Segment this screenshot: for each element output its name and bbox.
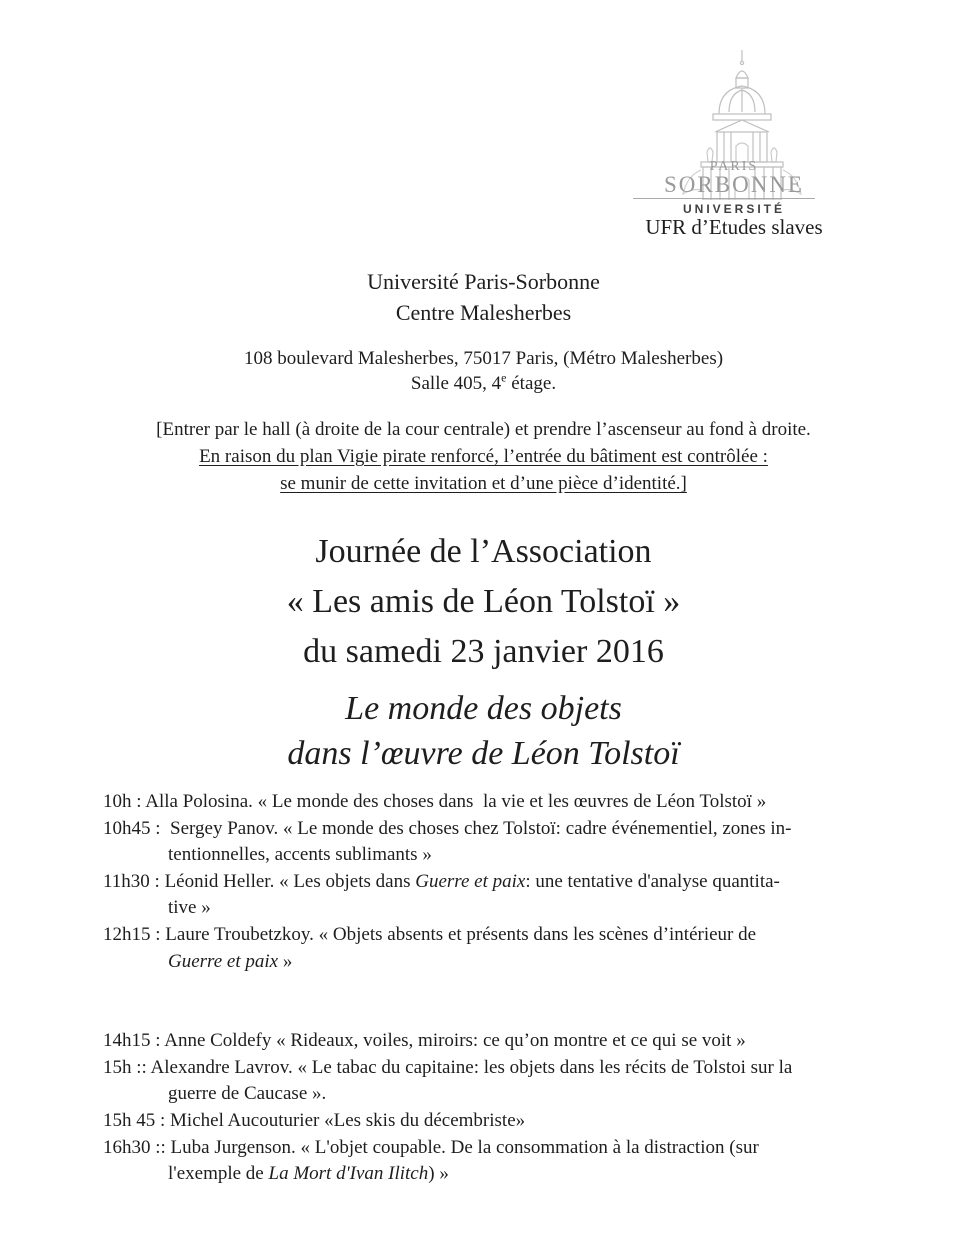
program-text: 16h30 :: Luba Jurgenson. « L'objet coupable. De la consommation à la distraction (sur xyxy=(103,1136,759,1158)
program-item xyxy=(103,1028,893,1055)
program-line xyxy=(103,1055,893,1082)
program-item xyxy=(103,816,893,869)
program xyxy=(103,789,893,1188)
program-line xyxy=(103,1028,893,1055)
event-title-line-2: « Les amis de Léon Tolstoï » xyxy=(286,583,681,620)
venue-address xyxy=(0,346,967,396)
event-title-line-3: du samedi 23 janvier 2016 xyxy=(303,633,664,670)
address-street: 108 boulevard Malesherbes, 75017 Paris, (Métro Malesherbes) xyxy=(243,348,724,369)
venue-centre: Centre Malesherbes xyxy=(395,300,572,325)
program-line xyxy=(103,895,893,922)
program-session-afternoon xyxy=(103,1028,893,1188)
address-room xyxy=(0,371,967,396)
program-text: 12h15 : Laure Troubetzkoy. « Objets absents et présents dans les scènes d’intérieur de xyxy=(103,923,757,945)
event-theme xyxy=(0,686,967,776)
event-theme-line-1: Le monde des objets xyxy=(345,690,622,727)
program-text: 10h : Alla Polosina. « Le monde des choses dans la vie et les œuvres de Léon Tolstoï » xyxy=(103,791,767,812)
program-item xyxy=(103,789,893,816)
program-item xyxy=(103,1135,893,1188)
event-title xyxy=(0,527,967,677)
work-title: La Mort d'Ivan Ilitch xyxy=(268,1163,429,1185)
program-text: tive » xyxy=(168,897,211,919)
event-title-line-1: Journée de l’Association xyxy=(315,533,652,570)
program-line xyxy=(103,1135,893,1162)
logo-divider xyxy=(633,198,815,199)
program-item xyxy=(103,869,893,922)
program-line xyxy=(103,869,893,896)
program-text: ) » xyxy=(428,1163,449,1185)
notice-line-3: se munir de cette invitation et d’une pièce d’identité.] xyxy=(280,473,687,494)
program-text: 11h30 : Léonid Heller. « Les objets dans xyxy=(103,870,416,892)
program-line xyxy=(103,816,893,843)
program-text: 15h :: Alexandre Lavrov. « Le tabac du capitaine: les objets dans les récits de Tolstoi sur la xyxy=(103,1056,793,1078)
program-text: guerre de Caucase ». xyxy=(168,1083,327,1105)
address-floor-superscript: e xyxy=(501,370,507,385)
program-line xyxy=(103,789,893,816)
venue-heading xyxy=(0,266,967,328)
logo-sorbonne-text: SORBONNE xyxy=(664,172,804,197)
program-text: tentionnelles, accents sublimants » xyxy=(168,844,432,866)
address-room-suffix: étage. xyxy=(506,373,557,394)
program-item xyxy=(103,1055,893,1108)
program-line xyxy=(103,1161,893,1188)
program-text: » xyxy=(278,950,293,972)
program-item xyxy=(103,1108,893,1135)
notice-line-1: [Entrer par le hall (à droite de la cour centrale) et prendre l’ascenseur au fond à droite. xyxy=(156,419,811,440)
program-line xyxy=(103,1081,893,1108)
logo-paris-text: PARIS xyxy=(709,159,759,174)
program-item xyxy=(103,922,893,975)
program-text: 10h45 : Sergey Panov. « Le monde des choses chez Tolstoï: cadre événementiel, zones in- xyxy=(103,817,792,839)
work-title: Guerre et paix xyxy=(168,950,279,972)
event-theme-line-2: dans l’œuvre de Léon Tolstoï xyxy=(287,735,680,772)
program-text: 14h15 : Anne Coldefy « Rideaux, voiles, miroirs: ce qu’on montre et ce qui se voit » xyxy=(103,1030,746,1052)
logo-universite-text: UNIVERSITÉ xyxy=(682,202,785,216)
program-line xyxy=(103,842,893,869)
notice-line-2: En raison du plan Vigie pirate renforcé, l’entrée du bâtiment est contrôlée : xyxy=(199,446,768,467)
program-line xyxy=(103,922,893,949)
program-line xyxy=(103,1108,893,1135)
program-line xyxy=(103,949,893,976)
work-title: Guerre et paix xyxy=(415,870,526,892)
program-text: : une tentative d'analyse quantita- xyxy=(525,870,780,892)
program-text: 15h 45 : Michel Aucouturier «Les skis du décembriste» xyxy=(103,1109,526,1131)
program-text: l'exemple de xyxy=(168,1163,269,1185)
access-notice xyxy=(0,416,967,497)
address-room-text: Salle 405, 4 xyxy=(410,373,502,394)
program-session-morning xyxy=(103,789,893,975)
logo-ufr-label: UFR d’Etudes slaves xyxy=(645,215,823,239)
venue-institution: Université Paris-Sorbonne xyxy=(367,269,600,294)
